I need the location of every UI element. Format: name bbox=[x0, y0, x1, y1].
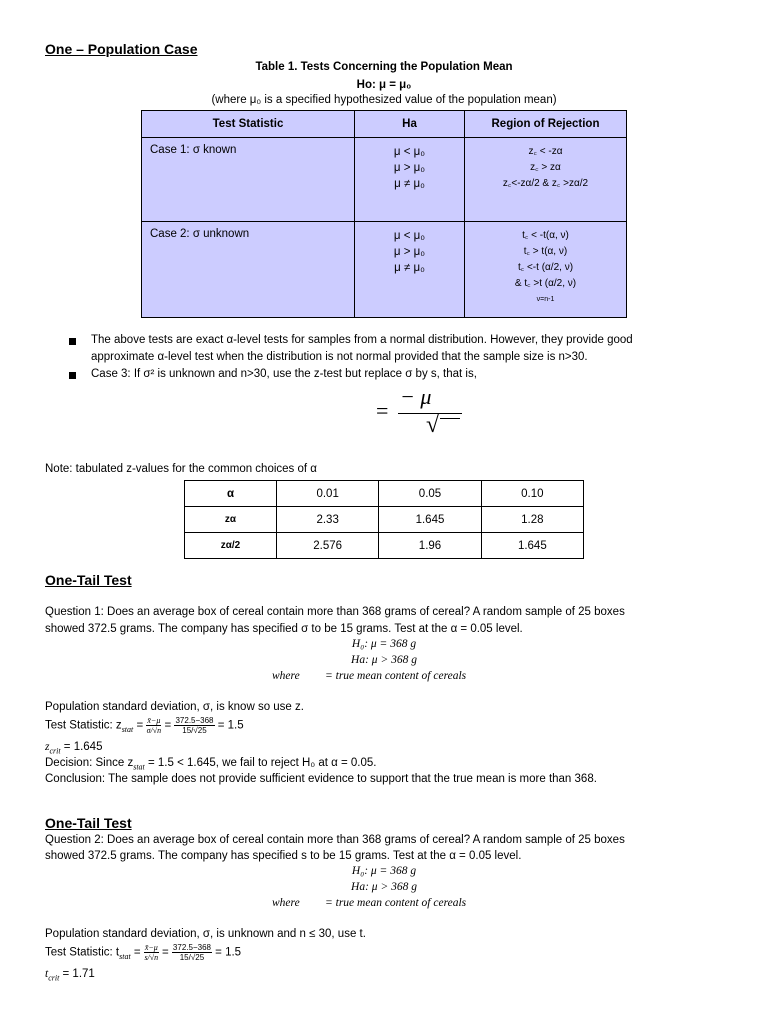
formula-equals: = bbox=[376, 398, 389, 423]
case1-ha-notequal: μ ≠ μ₀ bbox=[394, 178, 425, 190]
q1-test-statistic: Test Statistic: $z_{stat}$ = $\frac{x̄-\mu}{\sigma/√n}$ = $\frac{372.5-368}{15/√25}$ = 1.5 bbox=[45, 716, 244, 735]
q2-null-hypothesis: H₀: μ = 368 g bbox=[351, 865, 417, 877]
header-ha: Ha bbox=[355, 111, 465, 138]
q2-where-definition: = true mean content of cereals bbox=[325, 897, 467, 909]
ts2-frac1-den: s/√n bbox=[144, 953, 159, 962]
ts2-frac2-num: 372.5−368 bbox=[172, 943, 211, 952]
q2-population-sd: Population standard deviation, σ, is unknown and n ≤ 30, use t. bbox=[45, 928, 366, 940]
case2-label: Case 2: σ unknown bbox=[142, 222, 355, 318]
row-z-alpha-label: zα bbox=[185, 507, 277, 533]
case1-rej-two-sided: z꜀<-zα/2 & z꜀ >zα/2 bbox=[502, 178, 589, 189]
ts-label: Test Statistic: z bbox=[45, 719, 122, 732]
table1-note: (where μ₀ is a specified hypothesized value of the population mean) bbox=[211, 94, 557, 106]
case2-ha-greater: μ > μ₀ bbox=[393, 246, 426, 258]
question1-line2: showed 372.5 grams. The company has specified σ to be 15 grams. Test at the α = 0.05 level. bbox=[45, 623, 523, 635]
ts2-result: = 1.5 bbox=[215, 946, 242, 959]
section1-heading: One-Tail Test bbox=[45, 572, 132, 588]
formula-numerator: − μ bbox=[400, 384, 432, 409]
formula-radical-bar bbox=[440, 418, 460, 419]
table-cell: 2.33 bbox=[277, 507, 379, 533]
ts-sub: stat bbox=[121, 724, 134, 734]
table1-caption: Table 1. Tests Concerning the Population Mean bbox=[255, 61, 513, 73]
table-cell: 1.28 bbox=[481, 507, 583, 533]
q1-alt-hypothesis: Ha: μ > 368 g bbox=[351, 654, 417, 666]
bullet-icon bbox=[69, 372, 76, 379]
case2-rej-two-sided-a: t꜀ <-t (α/2, ν) bbox=[517, 262, 574, 273]
q2-where: where bbox=[272, 897, 300, 909]
ts-frac1-num: x̄−μ bbox=[147, 716, 161, 725]
case2-degrees-of-freedom: ν=n-1 bbox=[536, 296, 555, 303]
table-cell: 1.645 bbox=[379, 507, 481, 533]
header-region-of-rejection: Region of Rejection bbox=[465, 111, 627, 138]
q1-population-sd: Population standard deviation, σ, is know so use z. bbox=[45, 701, 304, 713]
bullet-icon bbox=[69, 338, 76, 345]
q1-null-hypothesis: H₀: μ = 368 g bbox=[351, 638, 417, 650]
case1-label: Case 1: σ known bbox=[142, 138, 355, 222]
case1-rej-greater: z꜀ > zα bbox=[530, 162, 561, 173]
ts2-fraction2 bbox=[172, 943, 212, 962]
ts2-frac1-num: x̄−μ bbox=[144, 943, 158, 952]
decision-label: Decision: Since z bbox=[45, 757, 134, 769]
q1-conclusion: Conclusion: The sample does not provide sufficient evidence to support that the true mean is more than 368. bbox=[45, 773, 597, 785]
q2-test-statistic: Test Statistic: $t_{stat}$ = $\frac{x̄-\mu}{s/√n}$ = $\frac{372.5-368}{15/√25}$ = 1.5 bbox=[45, 943, 242, 962]
z-values-table bbox=[184, 480, 584, 559]
q1-decision bbox=[45, 757, 376, 771]
ts-result: = 1.5 bbox=[217, 719, 244, 732]
q2-alt-hypothesis: Ha: μ > 368 g bbox=[351, 881, 417, 893]
crit2-label: t bbox=[45, 968, 49, 980]
q1-where: where bbox=[272, 670, 300, 682]
question1-line1: Question 1: Does an average box of cereal contain more than 368 grams of cereal? A random sample of 25 boxes bbox=[45, 606, 625, 618]
ts-fraction1 bbox=[146, 716, 161, 735]
case2-row bbox=[142, 222, 627, 318]
table-row bbox=[185, 533, 584, 559]
table-cell: 2.576 bbox=[277, 533, 379, 559]
tests-table bbox=[141, 110, 627, 318]
page-heading: One – Population Case bbox=[45, 41, 198, 57]
case2-rej-two-sided-b: & t꜀ >t (α/2, ν) bbox=[514, 278, 577, 289]
case2-ha-notequal: μ ≠ μ₀ bbox=[394, 262, 425, 274]
ts-frac1-den: σ/√n bbox=[146, 726, 162, 735]
q1-critical-value bbox=[45, 741, 102, 755]
crit-value: = 1.645 bbox=[60, 741, 103, 753]
q1-where-definition: = true mean content of cereals bbox=[325, 670, 467, 682]
bullet2-text: Case 3: If σ² is unknown and n>30, use the z-test but replace σ by s, that is, bbox=[91, 368, 477, 380]
crit2-value: = 1.71 bbox=[59, 968, 95, 980]
case1-rejection bbox=[465, 138, 627, 222]
table1-null-hypothesis: Ho: μ = μ₀ bbox=[356, 79, 412, 91]
decision-rest: = 1.5 < 1.645, we fail to reject H₀ at α = 0.05. bbox=[144, 757, 377, 769]
row-alpha-label: α bbox=[185, 481, 277, 507]
ts-frac2-den: 15/√25 bbox=[182, 726, 207, 735]
table-cell: 0.01 bbox=[277, 481, 379, 507]
case2-rej-greater: t꜀ > t(α, ν) bbox=[523, 246, 568, 257]
table-cell: 0.05 bbox=[379, 481, 481, 507]
decision-sub: stat bbox=[133, 762, 145, 772]
case2-rejection bbox=[465, 222, 627, 318]
crit-label: z bbox=[45, 741, 50, 753]
table-row bbox=[185, 481, 584, 507]
case1-row bbox=[142, 138, 627, 222]
q2-critical-value bbox=[45, 968, 95, 982]
case1-ha-less: μ < μ₀ bbox=[393, 146, 426, 158]
table-row bbox=[185, 507, 584, 533]
row-z-alpha-half-label: zα/2 bbox=[185, 533, 277, 559]
ts-fraction2 bbox=[174, 716, 214, 735]
table-cell: 1.96 bbox=[379, 533, 481, 559]
ztable-note: Note: tabulated z-values for the common choices of α bbox=[45, 463, 317, 475]
table-cell: 0.10 bbox=[481, 481, 583, 507]
ts-frac2-num: 372.5−368 bbox=[175, 716, 214, 725]
crit-sub: crit bbox=[49, 746, 61, 756]
case2-ha-less: μ < μ₀ bbox=[393, 230, 426, 242]
question2-line1: Question 2: Does an average box of cereal contain more than 368 grams of cereal? A random sample of 25 boxes bbox=[45, 834, 625, 846]
case2-ha bbox=[355, 222, 465, 318]
section2-heading: One-Tail Test bbox=[45, 815, 132, 831]
ts2-sub: stat bbox=[119, 951, 131, 961]
case1-rej-less: z꜀ < -zα bbox=[528, 146, 563, 157]
ts2-label: Test Statistic: t bbox=[45, 946, 120, 959]
case1-ha bbox=[355, 138, 465, 222]
table-cell: 1.645 bbox=[481, 533, 583, 559]
bullet1-line1: The above tests are exact α-level tests for samples from a normal distribution. However, they provide good bbox=[91, 334, 633, 346]
ts2-frac2-den: 15/√25 bbox=[179, 953, 205, 962]
case2-rej-less: t꜀ < -t(α, ν) bbox=[522, 230, 569, 241]
question2-line2: showed 372.5 grams. The company has specified s to be 15 grams. Test at the α = 0.05 level. bbox=[45, 850, 522, 862]
formula-denominator: √ bbox=[426, 412, 440, 438]
case1-ha-greater: μ > μ₀ bbox=[393, 162, 426, 174]
ts2-fraction1 bbox=[144, 943, 159, 962]
crit2-sub: crit bbox=[48, 973, 60, 983]
bullet1-line2: approximate α-level test when the distribution is not normal provided that the sample size is n>30. bbox=[91, 351, 588, 363]
header-test-statistic: Test Statistic bbox=[142, 111, 355, 138]
